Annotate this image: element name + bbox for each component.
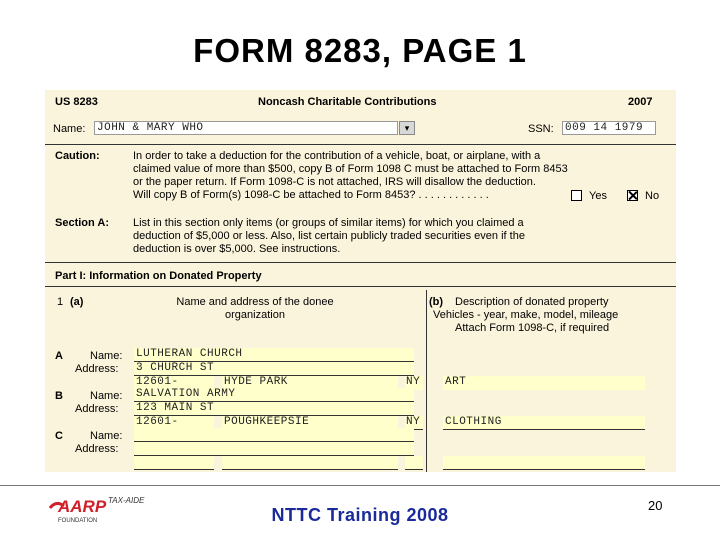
ssn-label: SSN: bbox=[528, 123, 554, 135]
name-label: Name: bbox=[53, 123, 86, 135]
caution-line-4: Will copy B of Form(s) 1098-C be attached to Form 8453? . . . . . . . . . . . . bbox=[133, 189, 489, 201]
row-c-city-field[interactable] bbox=[222, 456, 398, 470]
col-a-heading-2: organization bbox=[225, 309, 285, 321]
row-a-address-label: Address: bbox=[75, 363, 119, 375]
row-a-state-value: NY bbox=[406, 376, 421, 388]
divider bbox=[45, 144, 676, 145]
part1-title: Part I: Information on Donated Property bbox=[55, 270, 262, 282]
row-c-name-label: Name: bbox=[90, 430, 123, 442]
underline bbox=[134, 469, 214, 470]
footer-title: NTTC Training 2008 bbox=[271, 505, 449, 525]
svg-text:FOUNDATION: FOUNDATION bbox=[58, 518, 98, 524]
section-a-line-2: deduction of $5,000 or less. Also, list certain publicly traded securities even if the bbox=[133, 230, 525, 242]
row-c-state-field[interactable] bbox=[405, 456, 423, 470]
form-8283-image bbox=[45, 90, 676, 472]
row-c-address-field[interactable] bbox=[134, 442, 414, 456]
underline bbox=[134, 361, 414, 362]
row-b-city-value: POUGHKEEPSIE bbox=[224, 416, 310, 428]
underline bbox=[134, 455, 414, 456]
name-dropdown-button[interactable] bbox=[399, 121, 415, 135]
row-a-name-label: Name: bbox=[90, 350, 123, 362]
row-b-name-value: SALVATION ARMY bbox=[136, 388, 236, 400]
no-checkbox[interactable] bbox=[627, 190, 638, 201]
svg-text:TAX-AIDE: TAX-AIDE bbox=[108, 496, 145, 505]
yes-label: Yes bbox=[589, 190, 607, 202]
col-a-number: 1 bbox=[57, 296, 64, 308]
row-b-address-value: 123 MAIN ST bbox=[136, 402, 215, 414]
row-a-name-value: LUTHERAN CHURCH bbox=[136, 348, 243, 360]
caution-line-3: or the paper return. If Form 1098-C is not attached, IRS will disallow the deduction. bbox=[133, 176, 536, 188]
row-a-address-value: 3 CHURCH ST bbox=[136, 362, 215, 374]
column-divider bbox=[426, 290, 427, 472]
footer-divider bbox=[0, 485, 720, 486]
row-c-description-field[interactable] bbox=[443, 456, 645, 470]
row-a-description-value: ART bbox=[445, 376, 467, 388]
caution-line-1: In order to take a deduction for the contribution of a vehicle, boat, or airplane, with a bbox=[133, 150, 541, 162]
yes-checkbox[interactable] bbox=[571, 190, 582, 201]
name-field[interactable] bbox=[94, 121, 398, 135]
no-label: No bbox=[645, 190, 660, 202]
ssn-value: 009 14 1979 bbox=[565, 122, 644, 134]
row-c-letter: C bbox=[55, 430, 63, 442]
row-b-state-value: NY bbox=[406, 416, 421, 428]
row-b-address-label: Address: bbox=[75, 403, 119, 415]
underline bbox=[222, 469, 398, 470]
underline bbox=[443, 429, 645, 430]
col-a-tag: (a) bbox=[70, 296, 84, 308]
row-a-city-value: HYDE PARK bbox=[224, 376, 288, 388]
underline bbox=[443, 469, 645, 470]
col-b-tag: (b) bbox=[429, 296, 444, 308]
section-a-label: Section A: bbox=[55, 217, 109, 229]
col-b-heading-3: Attach Form 1098-C, if required bbox=[455, 322, 610, 334]
underline bbox=[134, 441, 414, 442]
col-b-heading-1: Description of donated property bbox=[455, 296, 609, 308]
row-b-description-value: CLOTHING bbox=[445, 416, 502, 428]
form-id: US 8283 bbox=[55, 96, 98, 108]
form-title: Noncash Charitable Contributions bbox=[258, 96, 437, 108]
row-a-description-field[interactable] bbox=[443, 376, 645, 390]
chevron-down-icon: ▾ bbox=[404, 123, 410, 133]
row-c-address-label: Address: bbox=[75, 443, 119, 455]
divider bbox=[45, 262, 676, 263]
caution-label: Caution: bbox=[55, 150, 100, 162]
svg-text:AARP: AARP bbox=[58, 497, 107, 516]
divider bbox=[45, 286, 676, 287]
page-number: 20 bbox=[648, 498, 663, 513]
name-value: JOHN & MARY WHO bbox=[97, 122, 204, 134]
underline bbox=[405, 469, 423, 470]
slide-title: FORM 8283, PAGE 1 bbox=[193, 32, 527, 69]
aarp-logo bbox=[48, 492, 145, 528]
row-a-letter: A bbox=[55, 350, 63, 362]
row-a-zip-value: 12601- bbox=[136, 376, 179, 388]
underline bbox=[134, 415, 414, 416]
section-a-line-1: List in this section only items (or groups of similar items) for which you claimed a bbox=[133, 217, 524, 229]
row-b-name-label: Name: bbox=[90, 390, 123, 402]
form-year: 2007 bbox=[628, 96, 653, 108]
ssn-field[interactable] bbox=[562, 121, 656, 135]
col-a-heading-1: Name and address of the donee bbox=[176, 296, 334, 308]
section-a-line-3: deduction is over $5,000. See instructions. bbox=[133, 243, 341, 255]
underline bbox=[134, 375, 414, 376]
underline bbox=[134, 401, 414, 402]
row-b-zip-value: 12601- bbox=[136, 416, 179, 428]
caution-line-2: claimed value of more than $500, copy B of Form 1098 C must be attached to Form 8453 bbox=[133, 163, 568, 175]
row-c-name-field[interactable] bbox=[134, 428, 414, 442]
row-b-letter: B bbox=[55, 390, 63, 402]
row-c-zip-field[interactable] bbox=[134, 456, 214, 470]
col-b-heading-2: Vehicles - year, make, model, mileage bbox=[433, 309, 619, 321]
